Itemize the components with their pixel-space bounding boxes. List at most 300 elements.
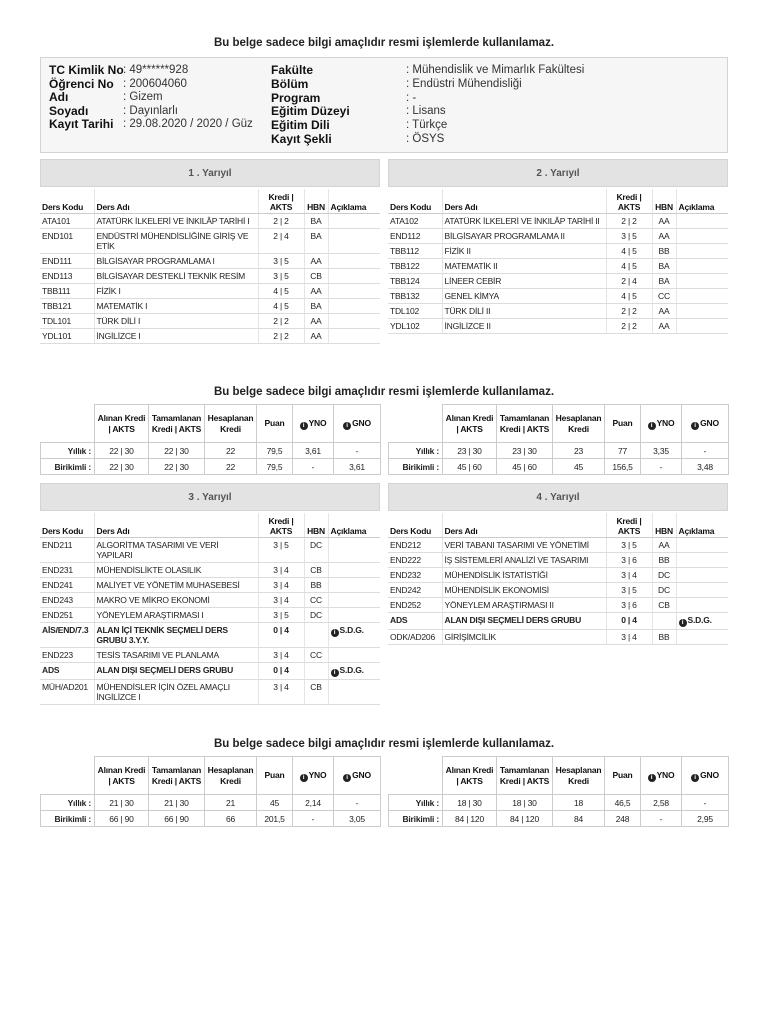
course-name: BİLGİSAYAR PROGRAMLAMA II (442, 228, 606, 243)
summary-value: 2,14 (293, 795, 334, 811)
course-grade (304, 662, 328, 679)
course-grade: BA (304, 213, 328, 228)
info-label: Kayıt Şekli (271, 132, 332, 146)
course-row (40, 679, 380, 704)
course-credit: 4 | 5 (258, 283, 304, 298)
course-credit: 3 | 5 (606, 228, 652, 243)
summary-value: 45 (553, 459, 605, 475)
note-text: S.D.G. (339, 664, 364, 675)
course-grade: AA (304, 313, 328, 328)
course-credit: 0 | 4 (258, 622, 304, 647)
course-code: ATA102 (388, 213, 442, 228)
course-name: ALGORİTMA TASARIMI VE VERİ YAPILARI (94, 537, 258, 562)
course-note (328, 268, 380, 283)
column-header-grade: HBN (652, 513, 676, 537)
course-row (40, 622, 380, 647)
column-header-note: Açıklama (676, 513, 728, 537)
course-credit: 4 | 5 (606, 288, 652, 303)
course-credit: 3 | 4 (606, 629, 652, 644)
course-row (40, 577, 380, 592)
course-code: END243 (40, 592, 94, 607)
course-credit: 3 | 5 (258, 253, 304, 268)
summary-row-label: Birikimli : (389, 459, 443, 475)
column-header-credit: Kredi | AKTS (258, 513, 304, 537)
summary-header-text: GNO (700, 417, 719, 428)
course-name: YÖNEYLEM ARAŞTIRMASI I (94, 607, 258, 622)
course-name: MATEMATİK I (94, 298, 258, 313)
info-value: : Dayınlarlı (123, 104, 178, 117)
summary-value: - (682, 443, 729, 459)
column-header-note: Açıklama (676, 189, 728, 213)
info-label: Eğitim Dili (271, 118, 330, 133)
summary-header-text: YNO (656, 417, 675, 428)
course-note (328, 537, 380, 562)
course-note (676, 288, 728, 303)
summary-value: 22 (205, 459, 257, 475)
summary-corner (389, 405, 443, 443)
summary-corner (41, 757, 95, 795)
semester-title: 4 . Yarıyıl (388, 483, 728, 511)
summary-header-text: GNO (352, 417, 371, 428)
course-grade: BA (304, 298, 328, 313)
info-icon: i (691, 774, 699, 782)
info-label: Fakülte (271, 63, 314, 77)
summary-header-gno (682, 405, 729, 443)
course-code: TDL101 (40, 313, 94, 328)
summary-value: 21 | 30 (95, 795, 149, 811)
course-row (388, 288, 728, 303)
course-credit: 0 | 4 (606, 612, 652, 629)
column-header-code: Ders Kodu (40, 513, 94, 537)
summary-header-row (389, 405, 729, 443)
course-credit: 3 | 6 (606, 552, 652, 567)
summary-header-row (389, 757, 729, 795)
summary-value: - (293, 459, 334, 475)
summary-value: 22 (205, 443, 257, 459)
course-grade: DC (652, 582, 676, 597)
column-header-note: Açıklama (328, 513, 380, 537)
summary-value: 84 | 120 (497, 811, 553, 827)
course-grade: BA (652, 273, 676, 288)
course-grade: AA (652, 303, 676, 318)
summary-value: 18 | 30 (443, 795, 497, 811)
info-icon: i (331, 629, 339, 637)
course-grade: AA (304, 253, 328, 268)
course-grade (652, 612, 676, 629)
summary-header-yno (293, 757, 334, 795)
info-icon: i (300, 774, 308, 782)
summary-value: 21 | 30 (149, 795, 205, 811)
summary-row-yearly (389, 443, 729, 459)
summary-value: 66 (205, 811, 257, 827)
column-header-name: Ders Adı (94, 513, 258, 537)
course-row (40, 213, 380, 228)
course-header-row (40, 189, 380, 213)
course-code: TDL102 (388, 303, 442, 318)
summary-header-text: YNO (308, 417, 327, 428)
course-code: END241 (40, 577, 94, 592)
summary-header-gno (682, 757, 729, 795)
summary-header-points: Puan (257, 757, 293, 795)
column-header-code: Ders Kodu (388, 513, 442, 537)
course-name: FİZİK II (442, 243, 606, 258)
course-name: MATEMATİK II (442, 258, 606, 273)
course-name: VERİ TABANI TASARIMI VE YÖNETİMİ (442, 537, 606, 552)
summary-header-yno (293, 405, 334, 443)
course-code: END101 (40, 228, 94, 253)
info-icon: i (331, 669, 339, 677)
summary-value: 201,5 (257, 811, 293, 827)
info-icon: i (679, 619, 687, 627)
column-header-name: Ders Adı (94, 189, 258, 213)
summary-row-label: Birikimli : (389, 811, 443, 827)
course-name: İŞ SİSTEMLERİ ANALİZİ VE TASARIMI (442, 552, 606, 567)
summary-value: 46,5 (605, 795, 641, 811)
summary-header-calculated: Hesaplanan Kredi (553, 405, 605, 443)
course-credit: 3 | 5 (606, 537, 652, 552)
course-note (328, 213, 380, 228)
course-grade: DC (304, 537, 328, 562)
course-credit: 2 | 2 (258, 313, 304, 328)
course-grade: AA (652, 228, 676, 243)
info-icon: i (691, 422, 699, 430)
summary-header-completed: Tamamlanan Kredi | AKTS (497, 405, 553, 443)
course-name: TÜRK DİLİ II (442, 303, 606, 318)
course-credit: 3 | 4 (258, 679, 304, 704)
course-grade: CB (304, 268, 328, 283)
course-grade: DC (304, 607, 328, 622)
summary-table (40, 756, 381, 827)
summary-value: 45 (257, 795, 293, 811)
course-name: ATATÜRK İLKELERİ VE İNKILÂP TARİHİ I (94, 213, 258, 228)
course-code: TBB122 (388, 258, 442, 273)
summary-header-gno (334, 405, 381, 443)
course-credit: 2 | 4 (258, 228, 304, 253)
summary-value: 22 | 30 (149, 459, 205, 475)
info-label: Soyadı (49, 103, 89, 118)
summary-header-text: GNO (352, 769, 371, 780)
course-name: LİNEER CEBİR (442, 273, 606, 288)
summary-header-taken: Alınan Kredi | AKTS (95, 405, 149, 443)
course-table (40, 189, 380, 344)
course-credit: 4 | 5 (606, 243, 652, 258)
course-note (328, 622, 380, 647)
summary-row-cumulative (389, 459, 729, 475)
summary-header-row (41, 405, 381, 443)
summary-table (388, 404, 729, 475)
info-label: Kayıt Tarihi (49, 117, 114, 132)
course-code: END211 (40, 537, 94, 562)
summary-value: 66 | 90 (149, 811, 205, 827)
course-note (328, 577, 380, 592)
course-name: YÖNEYLEM ARAŞTIRMASI II (442, 597, 606, 612)
column-header-grade: HBN (304, 513, 328, 537)
info-label: Öğrenci No (49, 76, 114, 91)
course-grade: CC (652, 288, 676, 303)
course-row (40, 562, 380, 577)
info-value: : Gizem (123, 91, 163, 104)
summary-header-calculated: Hesaplanan Kredi (205, 757, 257, 795)
summary-value: 2,58 (641, 795, 682, 811)
info-label: Eğitim Düzeyi (271, 104, 350, 119)
course-note (676, 273, 728, 288)
summary-header-completed: Tamamlanan Kredi | AKTS (149, 405, 205, 443)
notice-top: Bu belge sadece bilgi amaçlıdır resmi işlemlerde kullanılamaz. (213, 37, 555, 49)
course-grade: BA (652, 258, 676, 273)
summary-header-points: Puan (605, 405, 641, 443)
course-name: BİLGİSAYAR DESTEKLİ TEKNİK RESİM (94, 268, 258, 283)
summary-value: 23 | 30 (497, 443, 553, 459)
course-code: TBB112 (388, 243, 442, 258)
course-code: END111 (40, 253, 94, 268)
course-name: MÜHENDİSLİK İSTATİSTİĞİ (442, 567, 606, 582)
course-credit: 3 | 5 (258, 537, 304, 562)
course-credit: 2 | 2 (606, 303, 652, 318)
course-table (388, 513, 728, 645)
course-name: İNGİLİZCE I (94, 328, 258, 343)
course-grade: BA (304, 228, 328, 253)
note-text: S.D.G. (687, 614, 712, 625)
course-row (40, 283, 380, 298)
course-grade: BB (652, 243, 676, 258)
course-note (328, 283, 380, 298)
course-note (328, 679, 380, 704)
course-code: TBB124 (388, 273, 442, 288)
course-code: YDL102 (388, 318, 442, 333)
info-icon: i (343, 422, 351, 430)
summary-value: 45 | 60 (497, 459, 553, 475)
summary-header-gno (334, 757, 381, 795)
course-code: ADS (40, 662, 94, 679)
course-header-row (388, 513, 728, 537)
course-note (328, 662, 380, 679)
course-name: MALİYET VE YÖNETİM MUHASEBESİ (94, 577, 258, 592)
course-note (328, 647, 380, 662)
info-icon: i (648, 774, 656, 782)
course-note (676, 318, 728, 333)
column-header-credit: Kredi | AKTS (258, 189, 304, 213)
summary-value: 79,5 (257, 443, 293, 459)
course-note (328, 328, 380, 343)
course-note (676, 258, 728, 273)
summary-value: 22 | 30 (149, 443, 205, 459)
info-value: : 200604060 (123, 77, 187, 90)
course-grade: CB (304, 562, 328, 577)
course-code: MÜH/AD201 (40, 679, 94, 704)
summary-value: - (682, 795, 729, 811)
summary-value: 3,35 (641, 443, 682, 459)
summary-value: 3,61 (293, 443, 334, 459)
info-value: : ÖSYS (406, 133, 445, 145)
course-grade: BB (304, 577, 328, 592)
course-row (388, 582, 728, 597)
summary-row-cumulative (389, 811, 729, 827)
course-code: END231 (40, 562, 94, 577)
summary-row-yearly (41, 795, 381, 811)
course-grade: AA (652, 318, 676, 333)
course-name: ALAN İÇİ TEKNİK SEÇMELİ DERS GRUBU 3.Y.Y. (94, 622, 258, 647)
course-row (388, 318, 728, 333)
column-header-name: Ders Adı (442, 513, 606, 537)
summary-value: - (334, 443, 381, 459)
course-row (40, 607, 380, 622)
course-grade: AA (652, 213, 676, 228)
semester-title: 1 . Yarıyıl (40, 159, 380, 187)
course-name: MÜHENDİSLİKTE OLASILIK (94, 562, 258, 577)
summary-value: - (641, 459, 682, 475)
course-code: YDL101 (40, 328, 94, 343)
course-credit: 3 | 5 (606, 582, 652, 597)
summary-row-label: Birikimli : (41, 811, 95, 827)
summary-header-calculated: Hesaplanan Kredi (205, 405, 257, 443)
course-credit: 3 | 4 (258, 647, 304, 662)
summary-value: - (641, 811, 682, 827)
course-grade: BB (652, 629, 676, 644)
course-note (328, 562, 380, 577)
course-row (388, 243, 728, 258)
course-note (676, 597, 728, 612)
course-code: END251 (40, 607, 94, 622)
course-credit: 4 | 5 (258, 298, 304, 313)
summary-value: 3,48 (682, 459, 729, 475)
course-code: TBB111 (40, 283, 94, 298)
course-row (388, 612, 728, 629)
summary-header-taken: Alınan Kredi | AKTS (443, 757, 497, 795)
info-value: : Türkçe (406, 119, 448, 132)
semester-title: 3 . Yarıyıl (40, 483, 380, 511)
course-code: END113 (40, 268, 94, 283)
course-code: END223 (40, 647, 94, 662)
student-info-panel (40, 57, 728, 153)
course-grade: AA (304, 328, 328, 343)
course-code: ATA101 (40, 213, 94, 228)
course-credit: 2 | 2 (258, 213, 304, 228)
course-row (40, 537, 380, 562)
course-name: TÜRK DİLİ I (94, 313, 258, 328)
summary-row-label: Yıllık : (41, 795, 95, 811)
summary-header-row (41, 757, 381, 795)
course-row (388, 597, 728, 612)
summary-value: 22 | 30 (95, 459, 149, 475)
course-credit: 2 | 4 (606, 273, 652, 288)
info-value: : - (406, 91, 417, 104)
course-name: ATATÜRK İLKELERİ VE İNKILÂP TARİHİ II (442, 213, 606, 228)
course-grade: BB (652, 552, 676, 567)
summary-value: 156,5 (605, 459, 641, 475)
info-value: : Endüstri Mühendisliği (406, 77, 522, 90)
course-grade (304, 622, 328, 647)
info-value: : 29.08.2020 / 2020 / Güz (123, 118, 253, 131)
info-value: : Mühendislik ve Mimarlık Fakültesi (406, 64, 585, 76)
course-table (388, 189, 728, 334)
course-row (388, 228, 728, 243)
summary-row-label: Birikimli : (41, 459, 95, 475)
info-label: TC Kimlik No (49, 63, 124, 77)
summary-value: 77 (605, 443, 641, 459)
course-row (40, 328, 380, 343)
course-credit: 3 | 4 (606, 567, 652, 582)
course-grade: CB (304, 679, 328, 704)
course-note (676, 537, 728, 552)
notice-bottom: Bu belge sadece bilgi amaçlıdır resmi işlemlerde kullanılamaz. (213, 738, 555, 750)
note-text: S.D.G. (339, 624, 364, 635)
course-code: TBB132 (388, 288, 442, 303)
course-code: END212 (388, 537, 442, 552)
summary-value: 23 (553, 443, 605, 459)
course-name: MAKRO VE MİKRO EKONOMİ (94, 592, 258, 607)
course-name: ALAN DIŞI SEÇMELİ DERS GRUBU (442, 612, 606, 629)
course-note (676, 612, 728, 629)
column-header-name: Ders Adı (442, 189, 606, 213)
summary-value: 84 | 120 (443, 811, 497, 827)
course-row (40, 647, 380, 662)
summary-row-label: Yıllık : (389, 795, 443, 811)
course-code: ADS (388, 612, 442, 629)
summary-header-points: Puan (605, 757, 641, 795)
summary-header-yno (641, 405, 682, 443)
course-row (40, 228, 380, 253)
course-credit: 3 | 4 (258, 577, 304, 592)
info-label: Adı (49, 90, 69, 105)
summary-value: - (293, 811, 334, 827)
course-note (676, 629, 728, 644)
course-name: MÜHENDİSLİK EKONOMİSİ (442, 582, 606, 597)
summary-table (388, 756, 729, 827)
summary-value: 23 | 30 (443, 443, 497, 459)
course-grade: CC (304, 592, 328, 607)
course-row (388, 537, 728, 552)
info-label: Program (271, 90, 321, 105)
course-row (40, 662, 380, 679)
column-header-note: Açıklama (328, 189, 380, 213)
course-row (40, 313, 380, 328)
info-icon: i (343, 774, 351, 782)
summary-row-label: Yıllık : (389, 443, 443, 459)
summary-row-yearly (41, 443, 381, 459)
course-grade: CB (652, 597, 676, 612)
summary-corner (389, 757, 443, 795)
course-name: BİLGİSAYAR PROGRAMLAMA I (94, 253, 258, 268)
summary-header-yno (641, 757, 682, 795)
course-row (388, 273, 728, 288)
course-code: TBB121 (40, 298, 94, 313)
summary-value: 3,61 (334, 459, 381, 475)
summary-header-text: YNO (656, 769, 675, 780)
column-header-code: Ders Kodu (388, 189, 442, 213)
info-label: Bölüm (271, 76, 309, 91)
info-value: : Lisans (406, 105, 446, 118)
summary-value: 3,05 (334, 811, 381, 827)
course-credit: 2 | 2 (258, 328, 304, 343)
course-name: FİZİK I (94, 283, 258, 298)
course-code: END222 (388, 552, 442, 567)
course-credit: 0 | 4 (258, 662, 304, 679)
course-code: END242 (388, 582, 442, 597)
summary-value: 18 | 30 (497, 795, 553, 811)
course-grade: AA (304, 283, 328, 298)
course-code: ODK/AD206 (388, 629, 442, 644)
course-row (388, 213, 728, 228)
course-name: TESİS TASARIMI VE PLANLAMA (94, 647, 258, 662)
course-credit: 3 | 5 (258, 607, 304, 622)
course-note (328, 313, 380, 328)
column-header-credit: Kredi | AKTS (606, 189, 652, 213)
course-note (676, 243, 728, 258)
course-credit: 3 | 5 (258, 268, 304, 283)
summary-row-cumulative (41, 811, 381, 827)
course-name: MÜHENDİSLER İÇİN ÖZEL AMAÇLI İNGİLİZCE I (94, 679, 258, 704)
course-credit: 2 | 2 (606, 213, 652, 228)
